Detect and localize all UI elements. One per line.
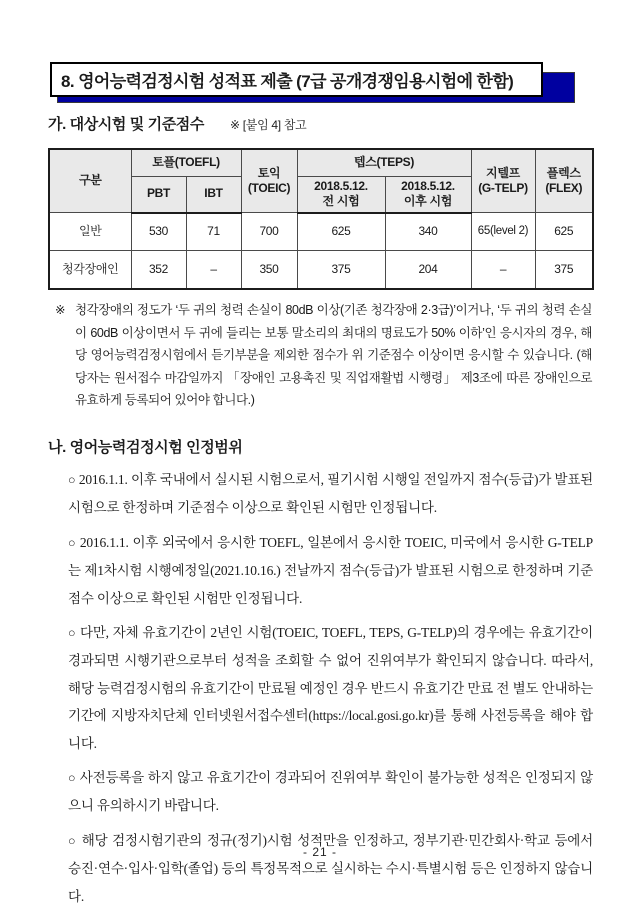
col-header-toefl-pbt: PBT bbox=[131, 176, 186, 213]
col-header-flex-line1: 플렉스 bbox=[546, 165, 581, 180]
score-criteria-table bbox=[48, 148, 594, 290]
table-row-hearing-impaired bbox=[49, 251, 593, 289]
col-header-toefl: 토플(TOEFL) bbox=[131, 149, 241, 176]
col-header-gubun: 구분 bbox=[49, 149, 131, 213]
cell-value: – bbox=[471, 251, 535, 289]
list-item-text: 2016.1.1. 이후 국내에서 실시된 시험으로서, 필기시험 시행일 전일까지 점수(등급)가 발표된 시험으로 한정하며 기준점수 이상으로 확인된 시험만 인정됩니다. bbox=[68, 472, 593, 516]
col-header-teps-after-line2: 이후 시험 bbox=[403, 194, 453, 209]
cell-value: 65(level 2) bbox=[471, 213, 535, 251]
hearing-impairment-footnote bbox=[55, 299, 592, 412]
list-item bbox=[63, 764, 593, 820]
row-label: 청각장애인 bbox=[49, 251, 131, 289]
col-header-toefl-ibt: IBT bbox=[186, 176, 241, 213]
attachment-reference-note: ※ [붙임 4] 참고 bbox=[229, 118, 307, 132]
cell-value: 700 bbox=[241, 213, 297, 251]
cell-value: 71 bbox=[186, 213, 241, 251]
cell-value: 375 bbox=[535, 251, 593, 289]
col-header-flex-line2: (FLEX) bbox=[545, 181, 583, 196]
list-item-text: 2016.1.1. 이후 외국에서 응시한 TOEFL, 일본에서 응시한 TOEIC, 미국에서 응시한 G-TELP는 제1차시험 시행예정일(2021.10.16.) 전날까지 점수(등급)가 발표된 시험으로 한정하며 기준점수 이상으로 확인된 시험만 인정됩니다. bbox=[68, 534, 593, 606]
circle-bullet-icon: ○ bbox=[68, 626, 77, 641]
circle-bullet-icon: ○ bbox=[68, 473, 76, 487]
list-item bbox=[63, 827, 593, 910]
col-header-teps-before-line1: 2018.5.12. bbox=[314, 178, 368, 193]
col-header-gtelp-line2: (G-TELP) bbox=[478, 181, 528, 196]
section-b-header bbox=[48, 436, 242, 457]
col-header-teps: 텝스(TEPS) bbox=[297, 149, 471, 176]
section-a-header bbox=[48, 113, 306, 134]
col-header-flex bbox=[535, 149, 593, 213]
col-header-gtelp bbox=[471, 149, 535, 213]
section-a-heading: 가. 대상시험 및 기준점수 bbox=[48, 116, 204, 133]
cell-value: 352 bbox=[131, 251, 186, 289]
list-item bbox=[63, 619, 593, 757]
list-item bbox=[63, 466, 593, 522]
col-header-toeic-line1: 토익 bbox=[257, 165, 281, 180]
cell-value: 350 bbox=[241, 251, 297, 289]
circle-bullet-icon: ○ bbox=[68, 535, 76, 550]
cell-value: 530 bbox=[131, 213, 186, 251]
col-header-teps-before bbox=[297, 176, 385, 213]
col-header-toeic-line2: (TOEIC) bbox=[247, 181, 291, 196]
col-header-toeic bbox=[241, 149, 297, 213]
footnote-text: 청각장애의 정도가 ‘두 귀의 청력 손실이 80dB 이상(기존 청각장애 2·3급)’이거나, ‘두 귀의 청력 손실이 60dB 이상이면서 두 귀에 들리는 보통 말소리의 최대의 명료도가 50% 이하’인 응시자의 경우, 해당 영어능력검정시험에서 듣기부분을 제외한 점수가 위 기준점수 이상이면 응시할 수 있습니다. (해당자는 원서접수 마감일까지 「장애인 고용촉진 및 직업재활법 시행령」 제3조에 따른 장애인으로 유효하게 등록되어 있어야 합니다.) bbox=[75, 303, 592, 408]
reference-mark-icon: ※ bbox=[55, 303, 66, 317]
col-header-teps-after-line1: 2018.5.12. bbox=[401, 178, 455, 193]
cell-value: 204 bbox=[385, 251, 471, 289]
title-banner bbox=[50, 62, 543, 97]
cell-value: – bbox=[186, 251, 241, 289]
section-b-heading: 나. 영어능력검정시험 인정범위 bbox=[48, 439, 243, 456]
col-header-gtelp-line1: 지텔프 bbox=[486, 165, 520, 180]
list-item-text: 해당 검정시험기관의 정규(정기)시험 성적만을 인정하고, 정부기관·민간회사·학교 등에서 승진·연수·입사·입학(졸업) 등의 특정목적으로 실시하는 수시·특별시험 등은 인정하지 않습니다. bbox=[68, 832, 593, 904]
circle-bullet-icon: ○ bbox=[68, 833, 77, 848]
list-item bbox=[63, 529, 593, 612]
col-header-teps-before-line2: 전 시험 bbox=[322, 194, 360, 209]
cell-value: 625 bbox=[297, 213, 385, 251]
list-item-text: 다만, 자체 유효기간이 2년인 시험(TOEIC, TOEFL, TEPS, G-TELP)의 경우에는 유효기간이 경과되면 시행기관으로부터 성적을 조회할 수 없어 진위여부가 확인되지 않습니다. 따라서, 해당 능력검정시험의 유효기간이 만료될 예정인 경우 반드시 유효기간 만료 전 별도 안내하는 기간에 지방자치단체 인터넷원서접수센터(https://local.gosi.go.kr)를 통해 사전등록을 해야 합니다. bbox=[68, 625, 593, 751]
cell-value: 375 bbox=[297, 251, 385, 289]
page-title: 8. 영어능력검정시험 성적표 제출 (7급 공개경쟁임용시험에 한함) bbox=[50, 62, 543, 97]
list-item-text: 사전등록을 하지 않고 유효기간이 경과되어 진위여부 확인이 불가능한 성적은 인정되지 않으니 유의하시기 바랍니다. bbox=[68, 770, 593, 814]
col-header-teps-after bbox=[385, 176, 471, 213]
cell-value: 340 bbox=[385, 213, 471, 251]
circle-bullet-icon: ○ bbox=[68, 771, 76, 786]
row-label: 일반 bbox=[49, 213, 131, 251]
page-number: - 21 - bbox=[302, 845, 337, 859]
table-row-general bbox=[49, 213, 593, 251]
cell-value: 625 bbox=[535, 213, 593, 251]
